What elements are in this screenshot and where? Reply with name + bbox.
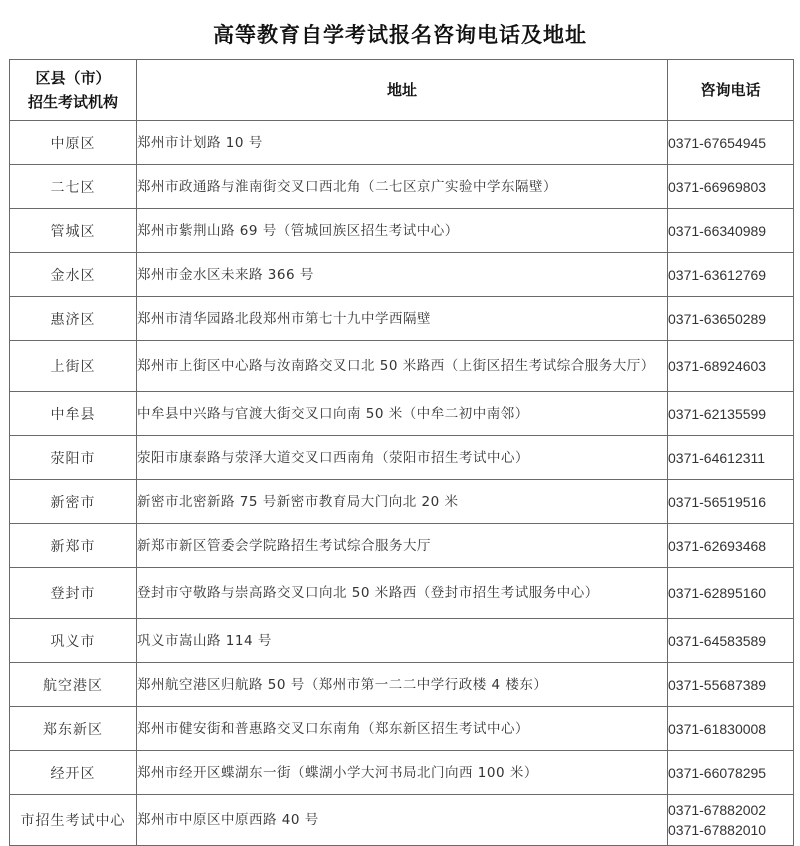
phone-cell — [668, 663, 794, 707]
header-phone: 咨询电话 — [668, 60, 794, 121]
district-cell: 中牟县 — [10, 392, 137, 436]
phone-number: 0371-62895160 — [668, 585, 767, 601]
district-cell: 管城区 — [10, 209, 137, 253]
table-body — [10, 121, 794, 846]
contact-table — [9, 59, 794, 846]
header-district — [10, 60, 137, 121]
district-cell: 航空港区 — [10, 663, 137, 707]
address-cell: 登封市守敬路与崇高路交叉口向北 50 米路西（登封市招生考试服务中心） — [137, 568, 668, 619]
table-row — [10, 253, 794, 297]
phone-cell — [668, 480, 794, 524]
table-row — [10, 121, 794, 165]
address-cell: 郑州航空港区归航路 50 号（郑州市第一二二中学行政楼 4 楼东） — [137, 663, 668, 707]
phone-cell — [668, 253, 794, 297]
phone-number: 0371-68924603 — [668, 358, 767, 374]
phone-number: 0371-62135599 — [668, 405, 767, 422]
header-district-line2: 招生考试机构 — [27, 93, 118, 111]
address-cell: 新密市北密新路 75 号新密市教育局大门向北 20 米 — [137, 480, 668, 524]
table-row — [10, 751, 794, 795]
table-row — [10, 568, 794, 619]
address-cell: 郑州市经开区蝶湖东一街（蝶湖小学大河书局北门向西 100 米） — [137, 751, 668, 795]
phone-cell — [668, 751, 794, 795]
header-district-line1: 区县（市） — [35, 69, 111, 87]
address-cell: 中牟县中兴路与官渡大街交叉口向南 50 米（中牟二初中南邻） — [137, 392, 668, 436]
phone-number: 0371-67654945 — [668, 134, 767, 151]
table-row — [10, 297, 794, 341]
table-row — [10, 209, 794, 253]
address-cell: 郑州市金水区未来路 366 号 — [137, 253, 668, 297]
phone-cell — [668, 795, 794, 846]
address-cell: 郑州市上街区中心路与汝南路交叉口北 50 米路西（上街区招生考试综合服务大厅） — [137, 341, 668, 392]
address-cell: 新郑市新区管委会学院路招生考试综合服务大厅 — [137, 524, 668, 568]
phone-number: 0371-61830008 — [668, 720, 767, 737]
district-cell: 新密市 — [10, 480, 137, 524]
phone-number: 0371-66078295 — [668, 764, 767, 781]
phone-number: 0371-63612769 — [668, 266, 767, 283]
address-cell: 郑州市中原区中原西路 40 号 — [137, 795, 668, 846]
address-cell: 郑州市清华园路北段郑州市第七十九中学西隔壁 — [137, 297, 668, 341]
phone-cell — [668, 707, 794, 751]
table-row — [10, 663, 794, 707]
district-cell: 巩义市 — [10, 619, 137, 663]
table-row — [10, 795, 794, 846]
phone-cell — [668, 297, 794, 341]
phone-cell — [668, 341, 794, 392]
address-cell: 郑州市计划路 10 号 — [137, 121, 668, 165]
table-row — [10, 480, 794, 524]
district-cell: 郑东新区 — [10, 707, 137, 751]
district-cell: 市招生考试中心 — [10, 795, 137, 846]
district-cell: 惠济区 — [10, 297, 137, 341]
district-cell: 上街区 — [10, 341, 137, 392]
address-cell: 巩义市嵩山路 114 号 — [137, 619, 668, 663]
document-title: 高等教育自学考试报名咨询电话及地址 — [213, 22, 587, 47]
phone-number: 0371-66340989 — [668, 222, 767, 239]
address-cell: 郑州市健安街和普惠路交叉口东南角（郑东新区招生考试中心） — [137, 707, 668, 751]
phone-number: 0371-64612311 — [668, 449, 766, 466]
phone-cell — [668, 392, 794, 436]
table-row — [10, 392, 794, 436]
phone-cell — [668, 568, 794, 619]
table-row — [10, 341, 794, 392]
address-cell: 郑州市紫荆山路 69 号（管城回族区招生考试中心） — [137, 209, 668, 253]
phone-cell — [668, 121, 794, 165]
phone-cell — [668, 619, 794, 663]
district-cell: 二七区 — [10, 165, 137, 209]
phone-number: 0371-64583589 — [668, 632, 767, 649]
phone-number: 0371-63650289 — [668, 310, 767, 327]
district-cell: 金水区 — [10, 253, 137, 297]
phone-cell — [668, 524, 794, 568]
header-address: 地址 — [137, 60, 668, 121]
table-header-row — [10, 60, 794, 121]
phone-number: 0371-62693468 — [668, 537, 767, 554]
phone-cell — [668, 436, 794, 480]
table-row — [10, 707, 794, 751]
table-row — [10, 524, 794, 568]
table-row — [10, 436, 794, 480]
phone-number: 0371-55687389 — [668, 676, 767, 693]
address-cell: 郑州市政通路与淮南街交叉口西北角（二七区京广实验中学东隔壁） — [137, 165, 668, 209]
district-cell: 中原区 — [10, 121, 137, 165]
phone-number: 0371-67882002 — [668, 802, 767, 818]
phone-number: 0371-56519516 — [668, 493, 767, 510]
phone-cell — [668, 165, 794, 209]
phone-number: 0371-67882010 — [668, 822, 767, 838]
district-cell: 荥阳市 — [10, 436, 137, 480]
district-cell: 登封市 — [10, 568, 137, 619]
district-cell: 经开区 — [10, 751, 137, 795]
address-cell: 荥阳市康泰路与荥泽大道交叉口西南角（荥阳市招生考试中心） — [137, 436, 668, 480]
table-row — [10, 165, 794, 209]
phone-cell — [668, 209, 794, 253]
phone-number: 0371-66969803 — [668, 178, 767, 195]
table-row — [10, 619, 794, 663]
district-cell: 新郑市 — [10, 524, 137, 568]
